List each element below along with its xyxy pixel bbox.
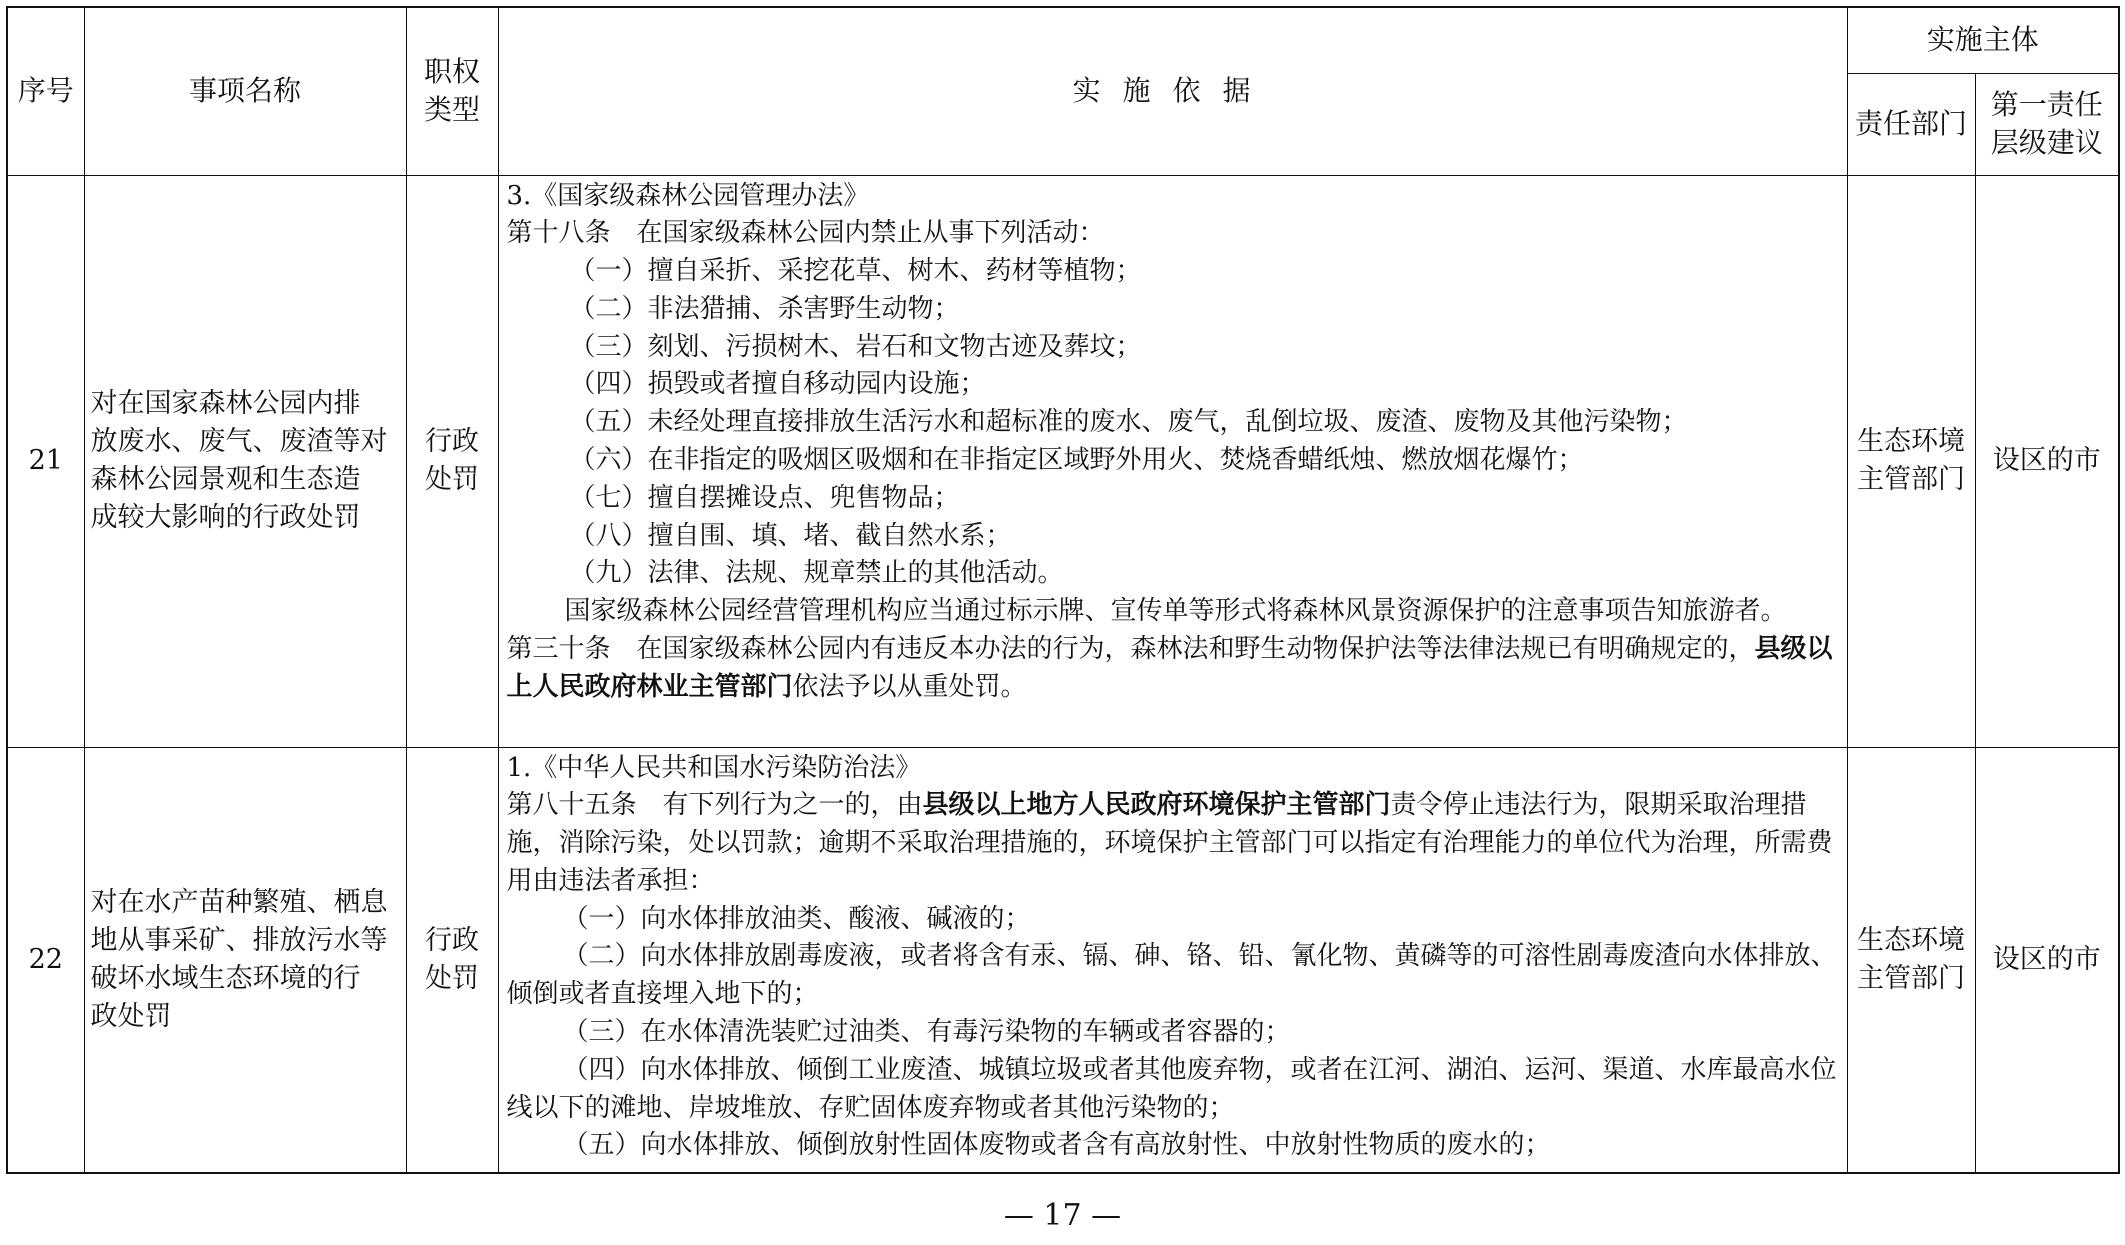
basis-line: （八）擅自围、填、堵、截自然水系； [569,520,1012,551]
row-seq: 21 [7,175,84,747]
row-item-name-line: 地从事采矿、排放污水等 [90,924,388,956]
basis-line: （九）法律、法规、规章禁止的其他活动。 [569,558,1064,589]
basis-line [507,787,1841,900]
basis-line: （七）擅自摆摊设点、兜售物品； [569,482,960,513]
row-authority-type [406,175,498,747]
row-item-name [84,747,406,1173]
basis-line: （一）向水体排放油类、酸液、碱液的； [562,903,1031,934]
basis-line [507,631,1841,707]
basis-line: （五）未经处理直接排放生活污水和超标准的废水、废气，乱倒垃圾、废渣、废物及其他污染物； [569,407,1688,438]
row-item-name-line: 对在国家森林公园内排 [90,388,361,419]
row-responsible-dept-line: 生态环境 [1857,924,1965,956]
row-item-name-line: 森林公园景观和生态造 [90,464,361,495]
row-item-name-line: 成较大影响的行政处罚 [90,502,361,533]
row-item-name [84,175,406,747]
table-row [7,175,2119,747]
row-seq: 22 [7,747,84,1173]
row-item-name-line: 放废水、废气、废渣等对 [90,426,388,457]
row-item-name-line: 政处罚 [90,1000,172,1032]
row-responsible-dept-line: 主管部门 [1857,962,1965,994]
row-authority-type-line: 行政 [425,924,479,956]
basis-line: （一）擅自采折、采挖花草、树木、药材等植物； [569,256,1142,287]
header-basis: 实施依据 [498,7,1847,175]
basis-line: （三）在水体清洗装贮过油类、有毒污染物的车辆或者容器的； [562,1017,1291,1048]
header-row-1 [7,7,2119,73]
basis-text: 依法予以从重处罚。 [792,671,1027,702]
header-name: 事项名称 [84,7,406,175]
header-type-line-2: 类型 [423,93,480,127]
row-responsible-dept-line: 主管部门 [1857,464,1965,495]
basis-line: （二）非法猎捕、杀害野生动物； [569,293,960,324]
basis-line: （三）刻划、污损树木、岩石和文物古迹及葬坟； [569,331,1142,362]
basis-line: 第十八条 在国家级森林公园内禁止从事下列活动： [506,218,1105,249]
document-table [6,6,2120,1174]
header-type [406,7,498,175]
header-subject: 实施主体 [1847,7,2119,73]
header-level [1975,73,2119,175]
row-authority-type-line: 处罚 [425,962,479,994]
table-row [7,747,2119,1173]
page-number: — 17 — [1003,1198,1122,1233]
header-level-line-2: 层级建议 [1990,126,2103,159]
row-authority-type [406,747,498,1173]
basis-text: 责令停止违法行为，限期采取治理措施，消除污染，处以罚款；逾期不采取治理措施的，环境保护主管部门可以指定有治理能力的单位代为治理，所需费用由违法者承担： [506,790,1833,896]
basis-line: 3.《国家级森林公园管理办法》 [506,180,870,211]
header-seq: 序号 [7,7,84,175]
row-legal-basis [498,747,1847,1173]
row-authority-type-line: 行政 [425,426,479,457]
basis-text: 第三十条 在国家级森林公园内有违反本办法的行为，森林法和野生动物保护法等法律法规已有明确规定的， [506,634,1755,665]
basis-line: （五）向水体排放、倾倒放射性固体废物或者含有高放射性、中放射性物质的废水的； [562,1130,1551,1161]
row-responsibility-level: 设区的市 [1975,747,2119,1173]
row-item-name-line: 对在水产苗种繁殖、栖息 [90,886,388,918]
row-item-name-line: 破坏水域生态环境的行 [90,962,361,994]
row-responsible-dept [1847,747,1975,1173]
header-dept: 责任部门 [1847,73,1975,175]
basis-line: （二）向水体排放剧毒废液，或者将含有汞、镉、砷、铬、铅、氰化物、黄磷等的可溶性剧毒废渣向水体排放、倾倒或者直接埋入地下的； [506,941,1837,1010]
row-responsible-dept [1847,175,1975,747]
basis-line: （四）损毁或者擅自移动园内设施； [569,369,986,400]
basis-text: 第八十五条 有下列行为之一的，由 [506,790,923,821]
row-legal-basis [498,175,1847,747]
row-responsibility-level: 设区的市 [1975,175,2119,747]
header-level-line-1: 第一责任 [1990,88,2103,121]
basis-emphasis: 县级以上人民政府林业主管部门 [506,634,1833,702]
row-responsible-dept-line: 生态环境 [1857,426,1965,457]
basis-line: （四）向水体排放、倾倒工业废渣、城镇垃圾或者其他废弃物，或者在江河、湖泊、运河、渠道、水库最高水位线以下的滩地、岸坡堆放、存贮固体废弃物或者其他污染物的； [506,1054,1837,1123]
basis-line: （六）在非指定的吸烟区吸烟和在非指定区域野外用火、焚烧香蜡纸烛、燃放烟花爆竹； [569,445,1584,476]
basis-line: 国家级森林公园经营管理机构应当通过标示牌、宣传单等形式将森林风景资源保护的注意事项告知旅游者。 [564,596,1787,627]
header-type-line-1: 职权 [423,55,480,89]
basis-line: 1.《中华人民共和国水污染防治法》 [506,752,922,783]
basis-emphasis: 县级以上地方人民政府环境保护主管部门 [922,790,1391,821]
row-authority-type-line: 处罚 [425,464,479,495]
